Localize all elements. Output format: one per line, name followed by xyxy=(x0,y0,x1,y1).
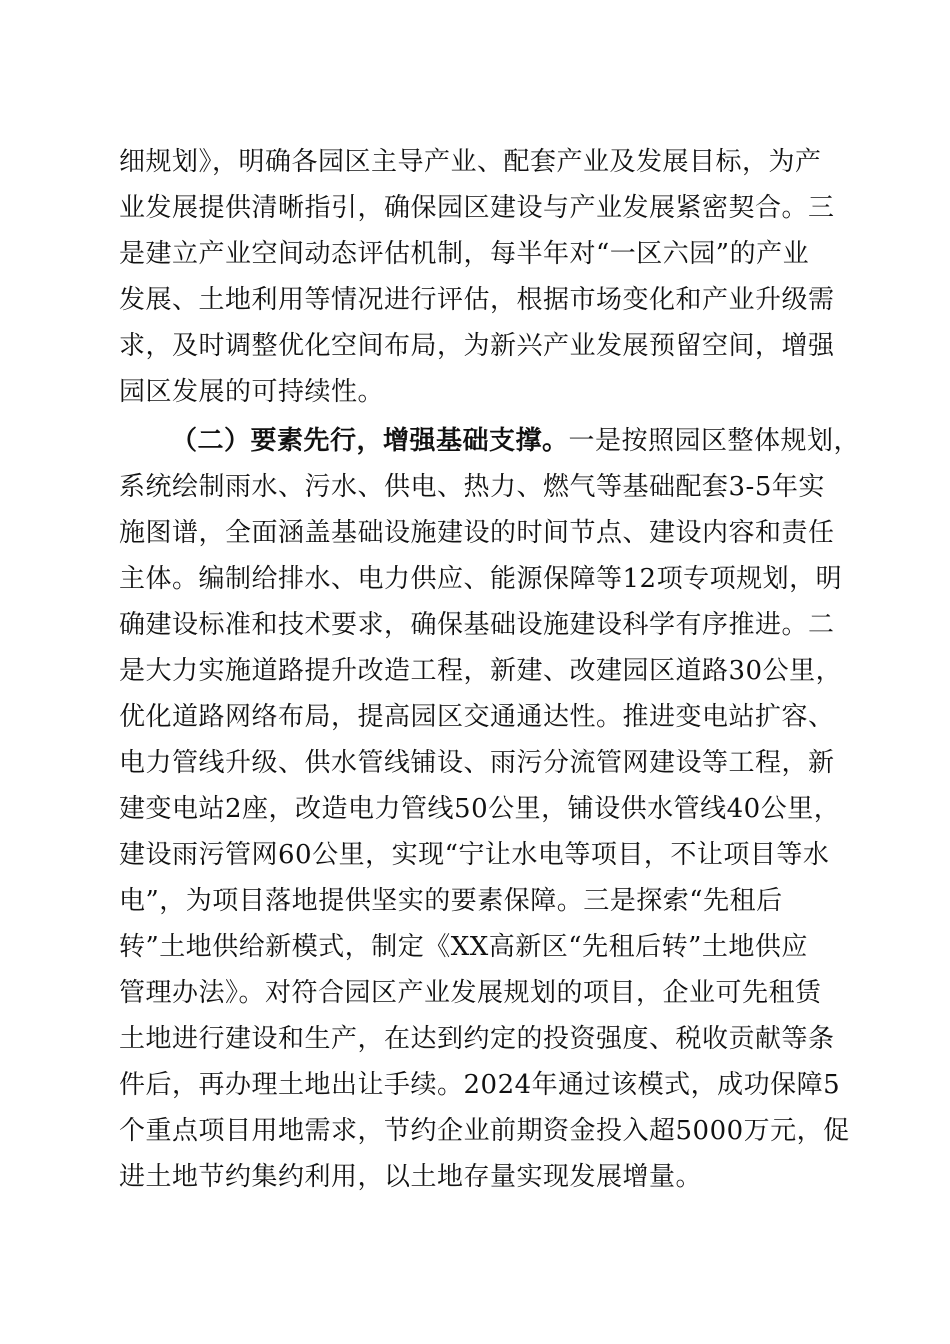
section-heading: （二）要素先行，增强基础支撑。 xyxy=(171,426,569,456)
paragraph-2-line-11: 电”，为项目落地提供坚实的要素保障。三是探索“先租后 xyxy=(119,886,783,916)
paragraph-2-line-2: 系统绘制雨水、污水、供电、热力、燃气等基础配套3-5年实 xyxy=(119,472,825,502)
paragraph-1-line-6: 园区发展的可持续性。 xyxy=(119,377,385,407)
paragraph-1-line-2: 业发展提供清晰指引，确保园区建设与产业发展紧密契合。三 xyxy=(119,193,835,223)
paragraph-2-line-15: 件后，再办理土地出让手续。2024年通过该模式，成功保障5 xyxy=(119,1070,841,1100)
paragraph-1-line-5: 求，及时调整优化空间布局，为新兴产业发展预留空间，增强 xyxy=(119,331,835,361)
paragraph-2-line-3: 施图谱，全面涵盖基础设施建设的时间节点、建设内容和责任 xyxy=(119,518,835,548)
paragraph-2-line-17: 进土地节约集约利用，以土地存量实现发展增量。 xyxy=(119,1162,703,1192)
paragraph-1-line-1: 细规划》，明确各园区主导产业、配套产业及发展目标，为产 xyxy=(119,147,822,177)
paragraph-1-line-3: 是建立产业空间动态评估机制，每半年对“一区六园”的产业 xyxy=(119,239,810,269)
paragraph-2-line-12: 转”土地供给新模式，制定《XX高新区“先租后转”土地供应 xyxy=(119,932,808,962)
paragraph-1-line-4: 发展、土地利用等情况进行评估，根据市场变化和产业升级需 xyxy=(119,285,835,315)
paragraph-2-line-10: 建设雨污管网60公里，实现“宁让水电等项目，不让项目等水 xyxy=(119,840,830,870)
paragraph-2-line-1 xyxy=(171,423,860,459)
paragraph-2-first-line-text: 一是按照园区整体规划， xyxy=(568,426,861,456)
paragraph-2-line-5: 确建设标准和技术要求，确保基础设施建设科学有序推进。二 xyxy=(119,610,835,640)
paragraph-2-line-7: 优化道路网络布局，提高园区交通通达性。推进变电站扩容、 xyxy=(119,702,835,732)
paragraph-2-line-9: 建变电站2座，改造电力管线50公里，铺设供水管线40公里， xyxy=(119,794,841,824)
paragraph-2-line-16: 个重点项目用地需求，节约企业前期资金投入超5000万元，促 xyxy=(119,1116,850,1146)
paragraph-2-line-6: 是大力实施道路提升改造工程，新建、改建园区道路30公里， xyxy=(119,656,843,686)
paragraph-2-line-13: 管理办法》。对符合园区产业发展规划的项目，企业可先租赁 xyxy=(119,978,822,1008)
paragraph-2-line-8: 电力管线升级、供水管线铺设、雨污分流管网建设等工程，新 xyxy=(119,748,835,778)
paragraph-2-line-4: 主体。编制给排水、电力供应、能源保障等12项专项规划，明 xyxy=(119,564,843,594)
paragraph-2-line-14: 土地进行建设和生产，在达到约定的投资强度、税收贡献等条 xyxy=(119,1024,835,1054)
